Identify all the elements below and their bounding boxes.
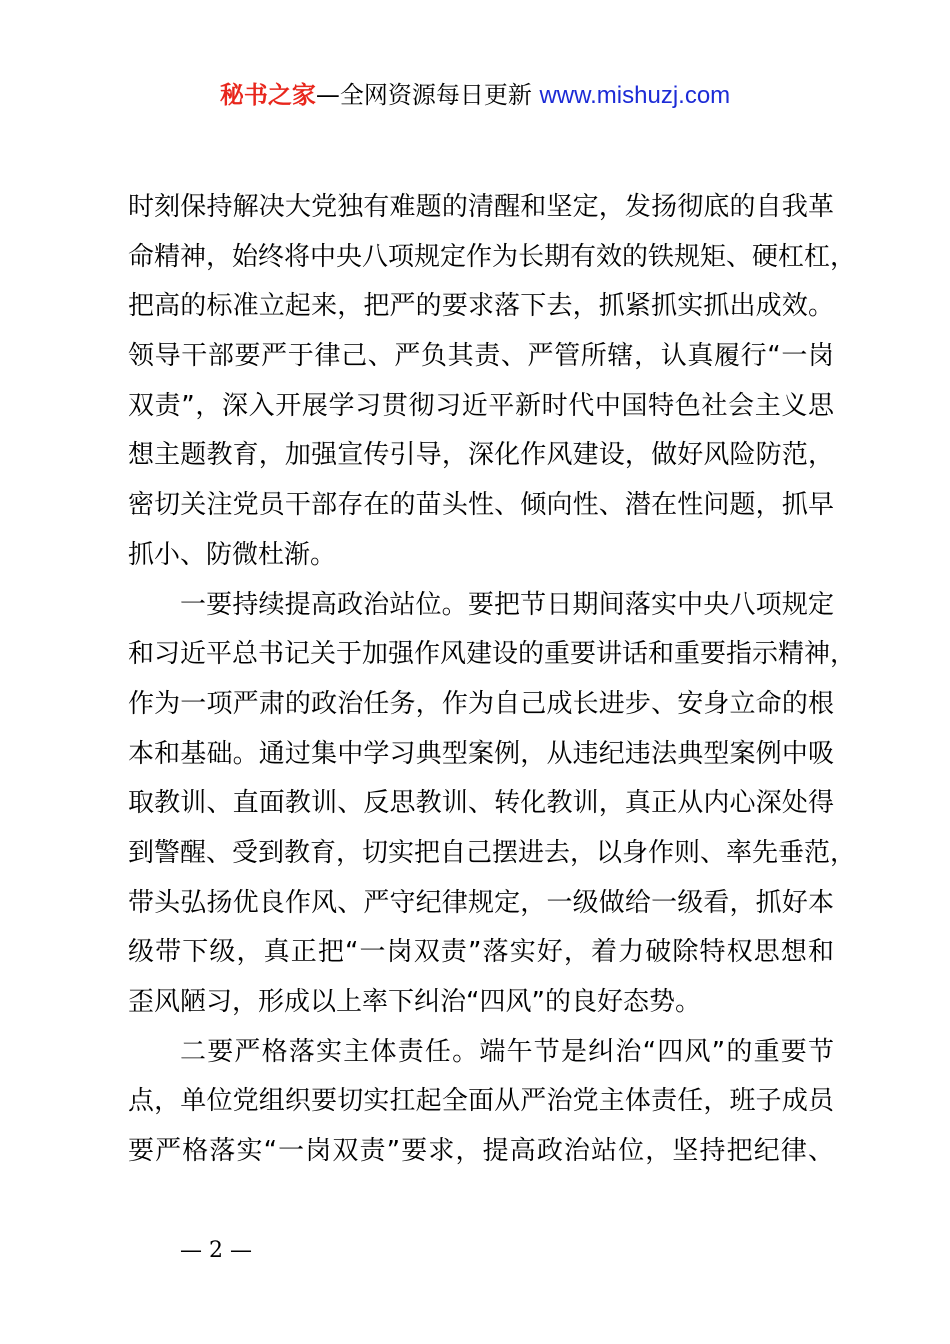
text-line: 取教训、直面教训、反思教训、转化教训，真正从内心深处得 <box>128 788 834 819</box>
text-line: 歪风陋习，形成以上率下纠治“四风”的良好态势。 <box>128 987 701 1017</box>
page-number: — 2 — <box>180 1238 252 1263</box>
paragraph-first-line: 二要严格落实主体责任。端午节是纠治“四风”的重要节 <box>180 1036 834 1067</box>
text-line: 和习近平总书记关于加强作风建设的重要讲话和重要指示精神， <box>128 639 857 670</box>
paragraph-first-line: 一要持续提高政治站位。要把节日期间落实中央八项规定 <box>180 589 834 620</box>
brand-name: 秘书之家 <box>219 81 316 109</box>
text-line: 命精神，始终将中央八项规定作为长期有效的铁规矩、硬杠杠， <box>128 241 857 272</box>
text-line: 要严格落实“一岗双责”要求，提高政治站位，坚持把纪律、 <box>128 1136 834 1167</box>
text-line: 抓小、防微杜渐。 <box>128 539 337 570</box>
text-line: 想主题教育，加强宣传引导，深化作风建设，做好风险防范， <box>128 440 834 471</box>
document-body <box>128 183 857 1177</box>
site-url-link[interactable]: www.mishuzj.com <box>539 82 731 109</box>
text-line: 作为一项严肃的政治任务，作为自己成长进步、安身立命的根 <box>128 688 834 719</box>
text-line: 带头弘扬优良作风、严守纪律规定，一级做给一级看，抓好本 <box>128 887 834 918</box>
text-line: 到警醒、受到教育，切实把自己摆进去，以身作则、率先垂范， <box>128 837 857 868</box>
site-header <box>0 78 950 113</box>
header-tagline: —全网资源每日更新 <box>315 81 532 109</box>
text-line: 本和基础。通过集中学习典型案例，从违纪违法典型案例中吸 <box>128 738 834 769</box>
text-line: 点，单位党组织要切实扛起全面从严治党主体责任，班子成员 <box>128 1086 834 1117</box>
text-line: 时刻保持解决大党独有难题的清醒和坚定，发扬彻底的自我革 <box>128 192 834 222</box>
text-line: 把高的标准立起来，把严的要求落下去，抓紧抓实抓出成效。 <box>128 291 834 322</box>
text-line: 双责”，深入开展学习贯彻习近平新时代中国特色社会主义思 <box>128 390 834 421</box>
text-line: 级带下级，真正把“一岗双责”落实好，着力破除特权思想和 <box>128 937 834 968</box>
text-line: 领导干部要严于律己、严负其责、严管所辖，认真履行“一岗 <box>128 341 834 372</box>
text-line: 密切关注党员干部存在的苗头性、倾向性、潜在性问题，抓早 <box>128 490 834 521</box>
